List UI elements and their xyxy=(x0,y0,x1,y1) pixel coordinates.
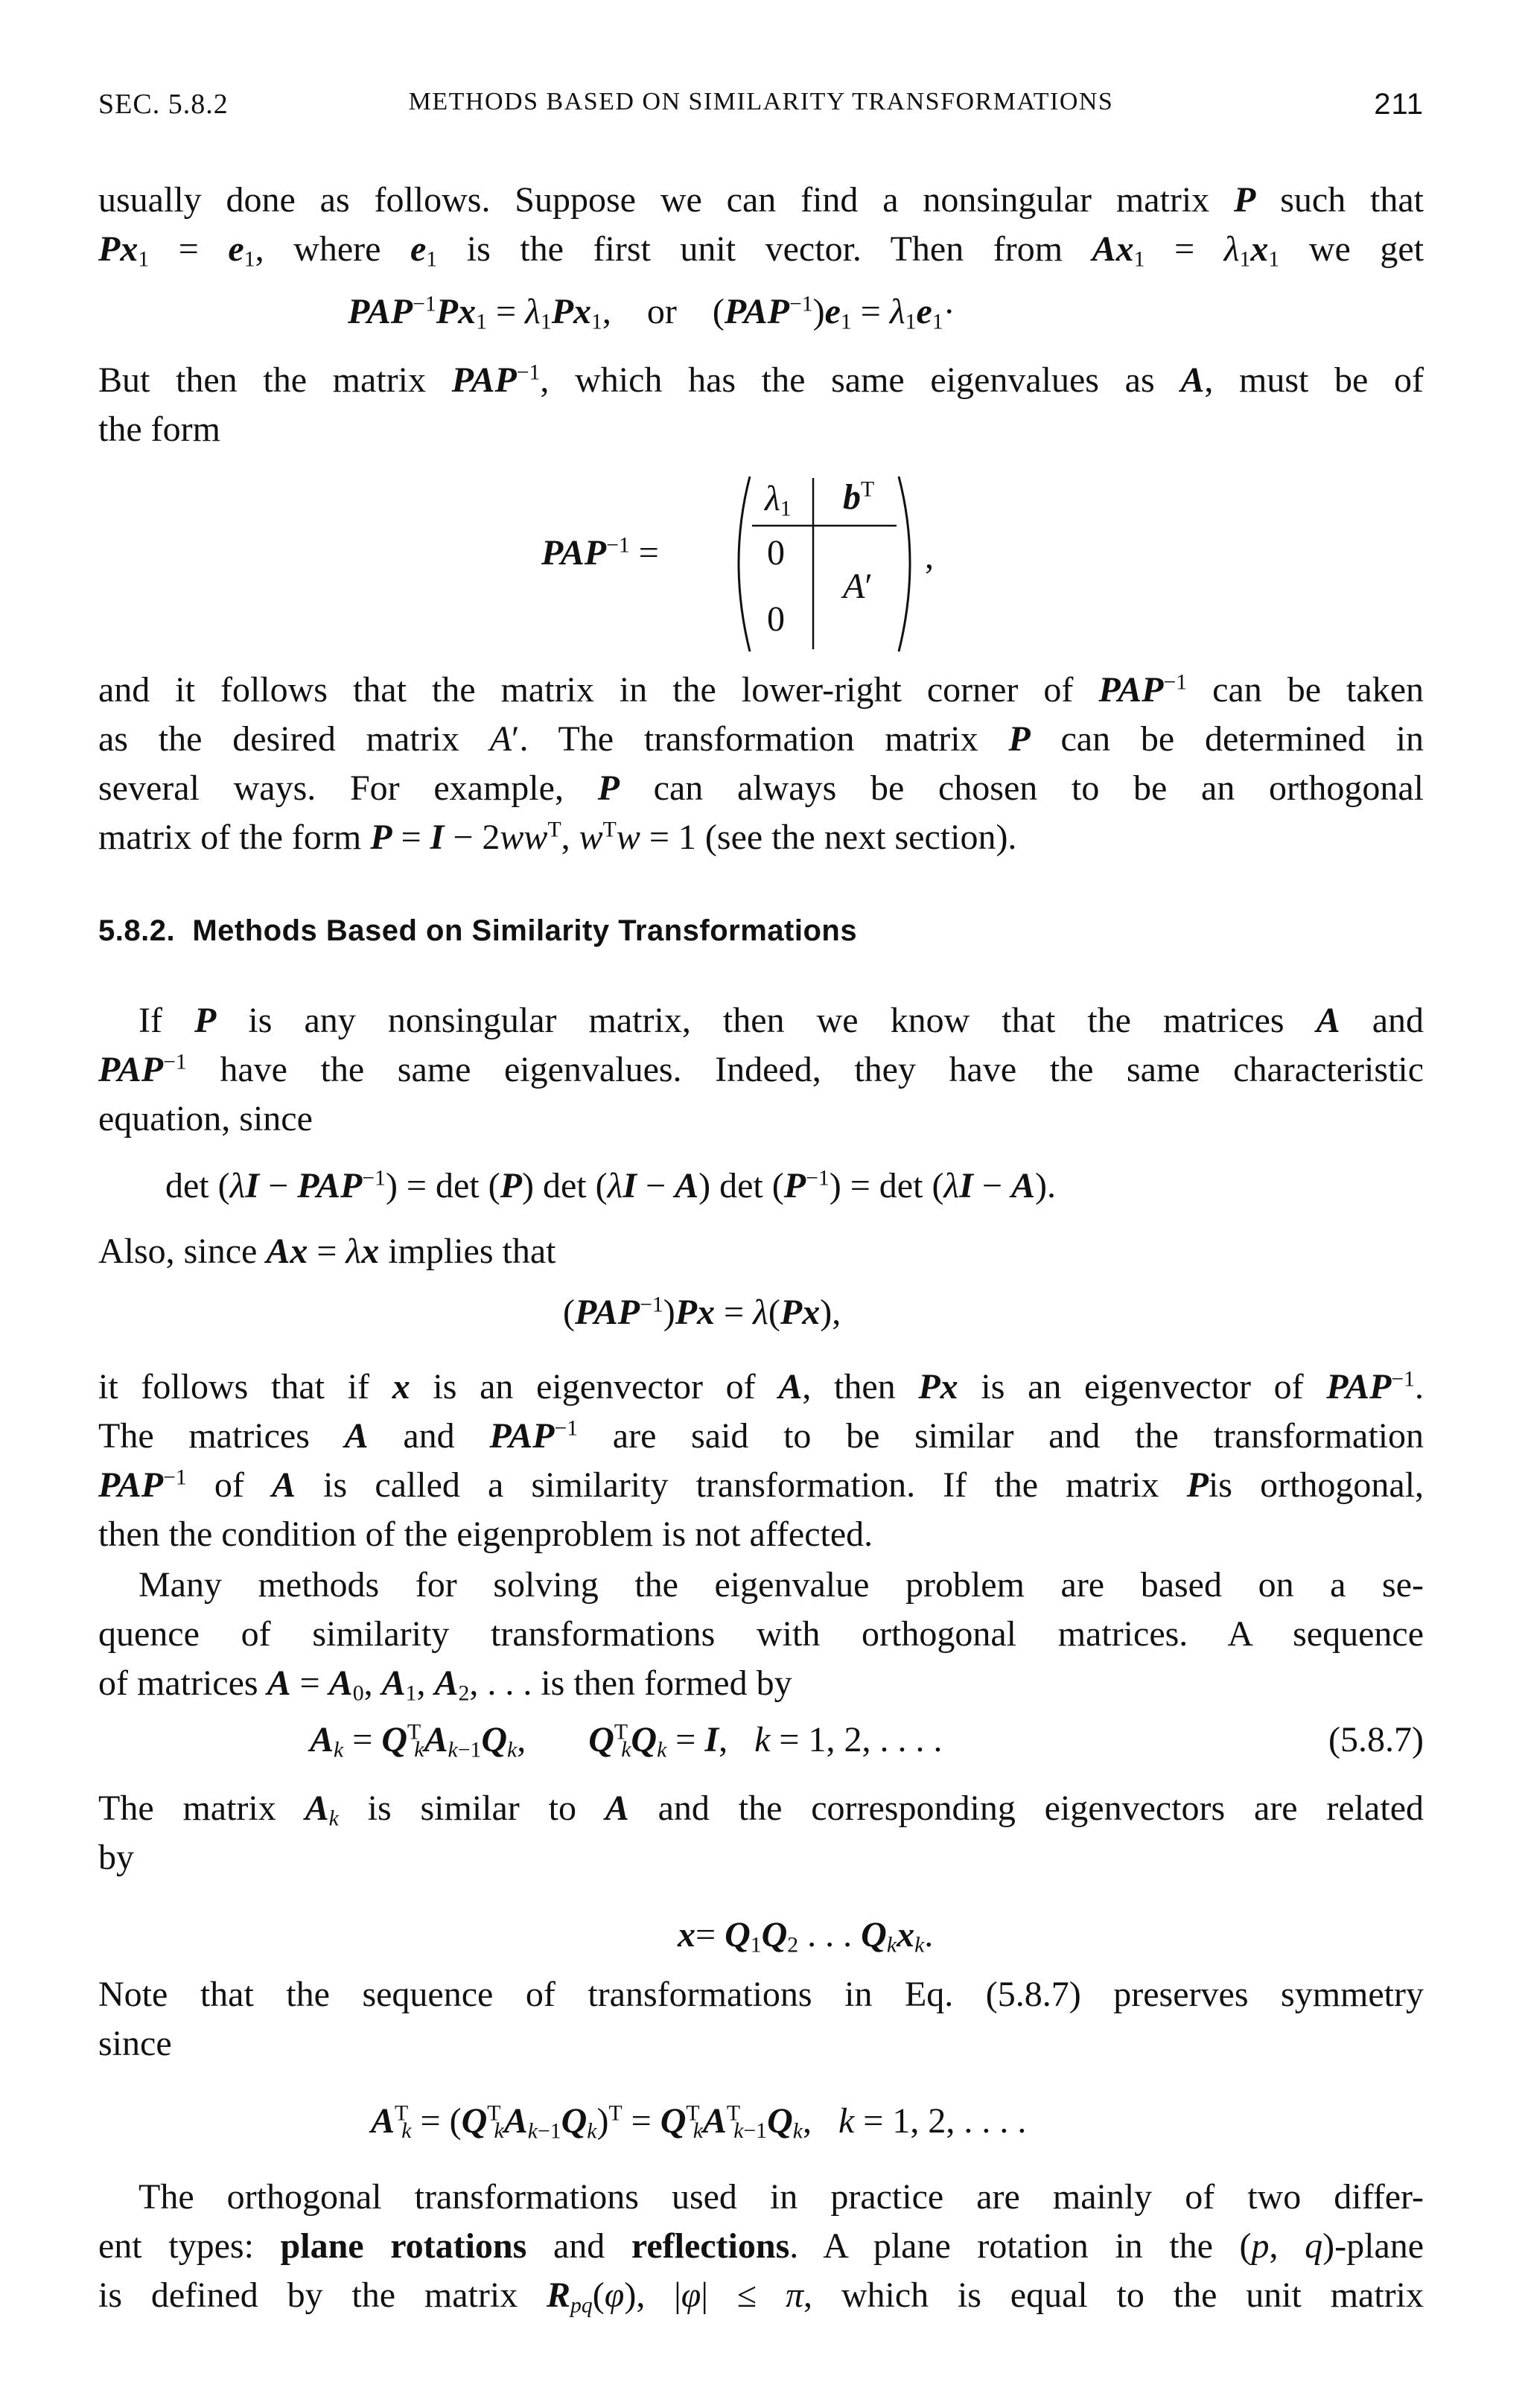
text-line: $PAP^{-1}$ of A is called a similarity transformation. If the matrix Pis orthogonal, xyxy=(98,1465,1424,1505)
chapter-title: METHODS BASED ON SIMILARITY TRANSFORMATIONS xyxy=(408,88,1114,115)
matrix-cell-bT: $b^T$ xyxy=(843,477,875,517)
section-title: Methods Based on Similarity Transformations xyxy=(192,914,858,947)
equation-number: (5.8.7) xyxy=(1328,1720,1424,1759)
paragraph-10 xyxy=(98,2173,1424,2320)
text-line: the form xyxy=(98,410,220,449)
paragraph-8 xyxy=(98,1784,1424,1882)
text-line: quence of similarity transformations with orthogonal matrices. A sequence xyxy=(98,1614,1424,1654)
paragraph-4 xyxy=(98,996,1424,1144)
text-line: usually done as follows. Suppose we can find a nonsingular matrix P such that xyxy=(98,180,1424,220)
paragraph-9 xyxy=(98,1970,1424,2068)
running-header xyxy=(98,88,1424,133)
section-label: SEC. 5.8.2 xyxy=(98,89,229,120)
text-line: Note that the sequence of transformations in Eq. (5.8.7) preserves symmetry xyxy=(98,1975,1424,2014)
text-line: Many methods for solving the eigenvalue problem are based on a se- xyxy=(139,1565,1424,1605)
text-line: as the desired matrix A′. The transformation matrix P can be determined in xyxy=(98,719,1424,759)
text-line: is defined by the matrix $R_{pq}(\varphi)$, |φ| ≤ π, which is equal to the unit matrix xyxy=(98,2275,1424,2318)
text-line: of matrices $A = A_0$, $A_1$, $A_2$, . . . is then formed by xyxy=(98,1663,792,1706)
matrix-cell-zero: 0 xyxy=(767,533,785,573)
matrix-cell-lambda: $\lambda_1$ xyxy=(765,479,792,521)
text-line: since xyxy=(98,2024,172,2063)
text-line: it follows that if x is an eigenvector of A, then Px is an eigenvector of $PAP^{-1}$. xyxy=(98,1366,1424,1407)
equation-eigenvector-relation: $x= Q_1Q_2$ . . . $Q_kx_k$. xyxy=(678,1915,934,1958)
matrix-cell-A-prime: A′ xyxy=(843,567,873,606)
paragraph-1 xyxy=(98,176,1424,274)
matrix-cell-zero: 0 xyxy=(767,599,785,639)
block-matrix-equation xyxy=(98,462,1424,663)
text-line: matrix of the form $P = I - 2ww^T$, $w^Tw = 1$ (see the next section). xyxy=(98,817,1017,857)
page-number: 211 xyxy=(1374,88,1424,121)
equation-eigenvector: $(PAP^{-1})Px = \lambda(Px)$, xyxy=(563,1292,841,1332)
matrix-brackets xyxy=(98,462,1424,663)
section-heading xyxy=(98,914,857,948)
equation-determinant: $\det (\lambda I - PAP^{-1}) = \det (P)$ det (λI − A) $\det (P^{-1}) = \det (\lambda I - A)$. xyxy=(165,1165,1056,1205)
text-line: $PAP^{-1}$ have the same eigenvalues. Indeed, they have the same characteristic xyxy=(98,1049,1424,1089)
text-line: ent types: plane rotations and reflections. A plane rotation in the (p, q)-plane xyxy=(98,2226,1424,2266)
matrix-lhs: $PAP^{-1}$ = xyxy=(541,532,659,573)
matrix-comma: , xyxy=(925,537,934,576)
paragraph-2 xyxy=(98,356,1424,454)
paragraph-7 xyxy=(98,1561,1424,1708)
text-line: The matrices A and $PAP^{-1}$ are said to be similar and the transformation xyxy=(98,1415,1424,1456)
book-page: SEC. 5.8.2 METHODS BASED ON SIMILARITY TRANSFORMATIONS 211 usually done as follows. Suppose we can find a nonsingular matrix P such that $Px_1 = e_1$, where $e_1$ is the first unit vector. Then from $Ax_1 = \lambda_1x_1$ we get $PAP^{-1}Px_1 = \lambda_1Px_1$, or $(PAP^{-1})e_1 = \lambda_1e_1\cdot$ But then the matrix $PAP^{-1}$, which has the same eigenvalues as A, must be of the form $PAP^{-1}$ = $\lambda_1$ $b^T$ 0 A′ 0 , and it follows that the matrix in the lower-right corner of $PAP^{-1}$ can be taken as the desired matrix A′. The transformation matrix P can be determined in several ways. For example, P can always be chosen to be an orthogonal matrix of the form $P = I - 2ww^T$, $w^Tw = 1$ (see the next section). 5.8.2. Methods Based on Similarity Transformations If P is any nonsingular matrix, then we know that the matrices A and $PAP^{-1}$ have the same eigenvalues. Indeed, they have the same characteristic equation, since $\det (\lambda I - PAP^{-1}) = \det (P)$ det (λI − A) $\det (P^{-1}) = \det (\lambda I - A)$. Also, since Ax = λx implies that $(PAP^{-1})Px = \lambda(Px)$, it follows that if x is an eigenvector of A, then Px is an eigenvector of $PAP^{-1}$. The matrices A and $PAP^{-1}$ are said to be similar and the transformation $PAP^{-1}$ of A is called a similarity transformation. If the matrix Pis orthogonal, then the condition of the eigenproblem is not affected. Many methods for solving the eigenvalue problem are based on a se- quence of similarity transformations with orthogonal matrices. A sequence of matrices $A = A_0$, $A_1$, $A_2$, . . . is then formed by $A_k = Q^T_kA_{k-1}Q_k$, $Q^T_kQ_k = I$, k = 1, 2, . . . . (5.8.7) The matrix $A_k$ is similar to A and the corresponding eigenvectors are related by $x= Q_1Q_2$ . . . $Q_kx_k$. Note that the sequence of transformations in Eq. (5.8.7) preserves symmetry since $A^T_k = (Q^T_kA_{k-1}Q_k)^T = Q^T_kA^T_{k-1}Q_k$, k = 1, 2, . . . . The orthogonal transformations used in practice are mainly of two differ- ent types: plane rotations and reflections. A plane rotation in the (p, q)-plane is defined by the matrix $R_{pq}(\varphi)$, |φ| ≤ π, which is equal to the unit matrix xyxy=(0,0,1525,2408)
text-line: equation, since xyxy=(98,1099,313,1138)
equation-symmetry: $A^T_k = (Q^T_kA_{k-1}Q_k)^T = Q^T_kA^T_{k-1}Q_k$, k = 1, 2, . . . . xyxy=(371,2100,1027,2144)
text-line: $Px_1 = e_1$, where $e_1$ is the first unit vector. Then from $Ax_1 = \lambda_1x_1$ we get xyxy=(98,229,1424,272)
text-line: by xyxy=(98,1838,134,1877)
section-number: 5.8.2. xyxy=(98,914,176,947)
equation-eigen-transform: $PAP^{-1}Px_1 = \lambda_1Px_1$, or $(PAP^{-1})e_1 = \lambda_1e_1\cdot$ xyxy=(348,291,955,334)
paragraph-3 xyxy=(98,666,1424,862)
text-line: then the condition of the eigenproblem is not affected. xyxy=(98,1514,873,1554)
text-line: The orthogonal transformations used in practice are mainly of two differ- xyxy=(139,2177,1424,2217)
text-line: The matrix $A_k$ is similar to A and the corresponding eigenvectors are related xyxy=(98,1789,1424,1831)
text-line: If P is any nonsingular matrix, then we know that the matrices A and xyxy=(139,1001,1424,1040)
text-line: several ways. For example, P can always be chosen to be an orthogonal xyxy=(98,768,1424,808)
term-reflections: reflections xyxy=(631,2226,790,2266)
text-line: and it follows that the matrix in the lower-right corner of $PAP^{-1}$ can be taken xyxy=(98,669,1424,710)
text-line: Also, since Ax = λx implies that xyxy=(98,1232,556,1271)
text-line: But then the matrix $PAP^{-1}$, which has the same eigenvalues as A, must be of xyxy=(98,360,1424,400)
paragraph-6 xyxy=(98,1363,1424,1559)
paragraph-5 xyxy=(98,1227,1424,1276)
term-plane-rotations: plane rotations xyxy=(280,2226,527,2266)
